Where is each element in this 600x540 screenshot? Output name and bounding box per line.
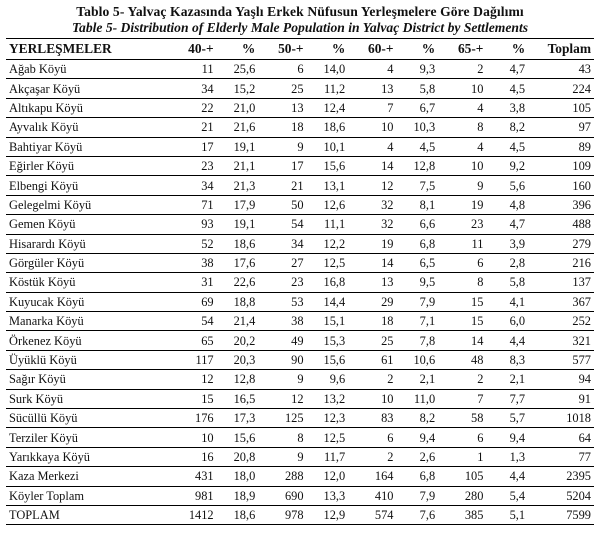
- value-cell: 34: [258, 234, 306, 253]
- value-cell: 8: [438, 273, 486, 292]
- value-cell: 11,0: [396, 389, 438, 408]
- table-title-turkish: Tablo 5- Yalvaç Kazasında Yaşlı Erkek Nüfusun Yerleşmelere Göre Dağılımı: [76, 4, 524, 19]
- settlement-name-cell: Elbengi Köyü: [6, 176, 168, 195]
- table-row: [6, 234, 594, 253]
- value-cell: 176: [168, 409, 216, 428]
- value-cell: 4,4: [486, 331, 528, 350]
- value-cell: 15: [438, 292, 486, 311]
- value-cell: 216: [528, 253, 594, 272]
- value-cell: 7,8: [396, 331, 438, 350]
- value-cell: 224: [528, 79, 594, 98]
- value-cell: 9: [258, 447, 306, 466]
- value-cell: 32: [348, 195, 396, 214]
- table-row: [6, 156, 594, 175]
- value-cell: 13: [348, 273, 396, 292]
- value-cell: 117: [168, 350, 216, 369]
- value-cell: 7: [348, 98, 396, 117]
- value-cell: 2,1: [396, 370, 438, 389]
- value-cell: 15,6: [217, 428, 259, 447]
- value-cell: 160: [528, 176, 594, 195]
- value-cell: 61: [348, 350, 396, 369]
- value-cell: 2: [438, 60, 486, 79]
- value-cell: 279: [528, 234, 594, 253]
- value-cell: 10,3: [396, 118, 438, 137]
- value-cell: 34: [168, 176, 216, 195]
- value-cell: 4: [438, 137, 486, 156]
- value-cell: 4,7: [486, 60, 528, 79]
- value-cell: 22: [168, 98, 216, 117]
- value-cell: 321: [528, 331, 594, 350]
- value-cell: 16: [168, 447, 216, 466]
- value-cell: 29: [348, 292, 396, 311]
- value-cell: 19,1: [217, 215, 259, 234]
- value-cell: 2: [348, 370, 396, 389]
- value-cell: 38: [258, 312, 306, 331]
- value-cell: 10: [438, 79, 486, 98]
- settlement-name-cell: Kuyucak Köyü: [6, 292, 168, 311]
- value-cell: 20,3: [217, 350, 259, 369]
- table-header-row: [6, 39, 594, 60]
- value-cell: 13,3: [307, 486, 349, 505]
- value-cell: 14,4: [307, 292, 349, 311]
- value-cell: 53: [258, 292, 306, 311]
- value-cell: 54: [168, 312, 216, 331]
- value-cell: 19: [348, 234, 396, 253]
- settlement-name-cell: Köstük Köyü: [6, 273, 168, 292]
- table-row: [6, 273, 594, 292]
- value-cell: 50: [258, 195, 306, 214]
- value-cell: 574: [348, 505, 396, 524]
- value-cell: 17,3: [217, 409, 259, 428]
- value-cell: 978: [258, 505, 306, 524]
- settlement-name-cell: Terziler Köyü: [6, 428, 168, 447]
- value-cell: 43: [528, 60, 594, 79]
- value-cell: 125: [258, 409, 306, 428]
- value-cell: 10,6: [396, 350, 438, 369]
- value-cell: 7,9: [396, 292, 438, 311]
- value-cell: 19,1: [217, 137, 259, 156]
- value-cell: 65: [168, 331, 216, 350]
- settlement-name-cell: Manarka Köyü: [6, 312, 168, 331]
- settlement-name-cell: Gemen Köyü: [6, 215, 168, 234]
- table-row: [6, 253, 594, 272]
- settlement-table: [6, 38, 594, 525]
- value-cell: 12,9: [307, 505, 349, 524]
- settlement-name-cell: Altıkapu Köyü: [6, 98, 168, 117]
- settlement-name-cell: Akçaşar Köyü: [6, 79, 168, 98]
- value-cell: 69: [168, 292, 216, 311]
- table-body: [6, 60, 594, 525]
- value-cell: 4,5: [396, 137, 438, 156]
- settlement-name-cell: Kaza Merkezi: [6, 467, 168, 486]
- value-cell: 25: [258, 79, 306, 98]
- value-cell: 105: [438, 467, 486, 486]
- value-cell: 71: [168, 195, 216, 214]
- value-cell: 17,9: [217, 195, 259, 214]
- value-cell: 13: [258, 98, 306, 117]
- value-cell: 12,5: [307, 253, 349, 272]
- value-cell: 2: [348, 447, 396, 466]
- value-cell: 6,8: [396, 467, 438, 486]
- value-cell: 20,8: [217, 447, 259, 466]
- column-header-total: Toplam: [528, 39, 594, 60]
- value-cell: 105: [528, 98, 594, 117]
- value-cell: 5,7: [486, 409, 528, 428]
- settlement-name-cell: Bahtiyar Köyü: [6, 137, 168, 156]
- value-cell: 2,8: [486, 253, 528, 272]
- value-cell: 25,6: [217, 60, 259, 79]
- column-header-40-percent: %: [217, 39, 259, 60]
- value-cell: 3,9: [486, 234, 528, 253]
- column-header-60-plus: 60-+: [348, 39, 396, 60]
- value-cell: 10: [348, 118, 396, 137]
- value-cell: 12,8: [396, 156, 438, 175]
- value-cell: 18,6: [217, 234, 259, 253]
- table-row: [6, 389, 594, 408]
- value-cell: 9,5: [396, 273, 438, 292]
- value-cell: 21: [258, 176, 306, 195]
- value-cell: 5,8: [396, 79, 438, 98]
- value-cell: 8: [258, 428, 306, 447]
- value-cell: 6,7: [396, 98, 438, 117]
- column-header-40-plus: 40-+: [168, 39, 216, 60]
- value-cell: 981: [168, 486, 216, 505]
- value-cell: 15,6: [307, 350, 349, 369]
- value-cell: 18,6: [307, 118, 349, 137]
- settlement-name-cell: Ayvalık Köyü: [6, 118, 168, 137]
- value-cell: 34: [168, 79, 216, 98]
- value-cell: 12,6: [307, 195, 349, 214]
- value-cell: 15,3: [307, 331, 349, 350]
- value-cell: 11,7: [307, 447, 349, 466]
- value-cell: 23: [438, 215, 486, 234]
- value-cell: 5204: [528, 486, 594, 505]
- value-cell: 31: [168, 273, 216, 292]
- value-cell: 23: [258, 273, 306, 292]
- value-cell: 54: [258, 215, 306, 234]
- table-row: [6, 447, 594, 466]
- table-row: [6, 505, 594, 524]
- settlement-name-cell: TOPLAM: [6, 505, 168, 524]
- value-cell: 8,2: [396, 409, 438, 428]
- value-cell: 7,6: [396, 505, 438, 524]
- value-cell: 4,5: [486, 79, 528, 98]
- value-cell: 20,2: [217, 331, 259, 350]
- table-row: [6, 312, 594, 331]
- value-cell: 4,5: [486, 137, 528, 156]
- value-cell: 6,6: [396, 215, 438, 234]
- settlement-name-cell: Köyler Toplam: [6, 486, 168, 505]
- value-cell: 9,6: [307, 370, 349, 389]
- value-cell: 396: [528, 195, 594, 214]
- value-cell: 90: [258, 350, 306, 369]
- table-row: [6, 467, 594, 486]
- value-cell: 9,2: [486, 156, 528, 175]
- column-header-50-percent: %: [307, 39, 349, 60]
- value-cell: 4,8: [486, 195, 528, 214]
- value-cell: 94: [528, 370, 594, 389]
- value-cell: 6,8: [396, 234, 438, 253]
- settlement-name-cell: Eğirler Köyü: [6, 156, 168, 175]
- value-cell: 4: [348, 137, 396, 156]
- value-cell: 2395: [528, 467, 594, 486]
- value-cell: 12,2: [307, 234, 349, 253]
- value-cell: 21,3: [217, 176, 259, 195]
- value-cell: 2,1: [486, 370, 528, 389]
- table-title-english: Table 5- Distribution of Elderly Male Population in Yalvaç District by Settlements: [71, 20, 529, 35]
- value-cell: 8: [438, 118, 486, 137]
- value-cell: 3,8: [486, 98, 528, 117]
- value-cell: 431: [168, 467, 216, 486]
- value-cell: 288: [258, 467, 306, 486]
- value-cell: 10: [438, 156, 486, 175]
- value-cell: 83: [348, 409, 396, 428]
- value-cell: 14: [348, 156, 396, 175]
- value-cell: 12,5: [307, 428, 349, 447]
- settlement-name-cell: Ağab Köyü: [6, 60, 168, 79]
- value-cell: 15,2: [217, 79, 259, 98]
- value-cell: 15: [168, 389, 216, 408]
- value-cell: 8,2: [486, 118, 528, 137]
- value-cell: 7: [438, 389, 486, 408]
- value-cell: 2: [438, 370, 486, 389]
- value-cell: 385: [438, 505, 486, 524]
- table-row: [6, 215, 594, 234]
- value-cell: 9,3: [396, 60, 438, 79]
- value-cell: 21,6: [217, 118, 259, 137]
- value-cell: 48: [438, 350, 486, 369]
- value-cell: 137: [528, 273, 594, 292]
- value-cell: 7,5: [396, 176, 438, 195]
- value-cell: 7599: [528, 505, 594, 524]
- value-cell: 410: [348, 486, 396, 505]
- value-cell: 58: [438, 409, 486, 428]
- value-cell: 577: [528, 350, 594, 369]
- table-row: [6, 331, 594, 350]
- value-cell: 18,8: [217, 292, 259, 311]
- value-cell: 14,0: [307, 60, 349, 79]
- value-cell: 1412: [168, 505, 216, 524]
- value-cell: 12,4: [307, 98, 349, 117]
- value-cell: 64: [528, 428, 594, 447]
- value-cell: 4,1: [486, 292, 528, 311]
- value-cell: 15: [438, 312, 486, 331]
- value-cell: 23: [168, 156, 216, 175]
- value-cell: 488: [528, 215, 594, 234]
- value-cell: 17: [258, 156, 306, 175]
- value-cell: 11,2: [307, 79, 349, 98]
- value-cell: 8,3: [486, 350, 528, 369]
- value-cell: 1018: [528, 409, 594, 428]
- value-cell: 1: [438, 447, 486, 466]
- value-cell: 10: [168, 428, 216, 447]
- table-row: [6, 60, 594, 79]
- value-cell: 17: [168, 137, 216, 156]
- value-cell: 280: [438, 486, 486, 505]
- column-header-60-percent: %: [396, 39, 438, 60]
- value-cell: 4: [438, 98, 486, 117]
- table-row: [6, 98, 594, 117]
- value-cell: 5,8: [486, 273, 528, 292]
- value-cell: 7,7: [486, 389, 528, 408]
- settlement-name-cell: Hisarardı Köyü: [6, 234, 168, 253]
- value-cell: 252: [528, 312, 594, 331]
- value-cell: 690: [258, 486, 306, 505]
- value-cell: 4: [348, 60, 396, 79]
- value-cell: 17,6: [217, 253, 259, 272]
- value-cell: 11: [438, 234, 486, 253]
- value-cell: 12,3: [307, 409, 349, 428]
- table-row: [6, 409, 594, 428]
- value-cell: 21,1: [217, 156, 259, 175]
- value-cell: 6: [438, 428, 486, 447]
- value-cell: 11: [168, 60, 216, 79]
- value-cell: 164: [348, 467, 396, 486]
- value-cell: 9: [258, 370, 306, 389]
- value-cell: 89: [528, 137, 594, 156]
- value-cell: 38: [168, 253, 216, 272]
- value-cell: 6,5: [396, 253, 438, 272]
- settlement-name-cell: Gelegelmi Köyü: [6, 195, 168, 214]
- value-cell: 14: [438, 331, 486, 350]
- value-cell: 5,1: [486, 505, 528, 524]
- table-row: [6, 428, 594, 447]
- value-cell: 77: [528, 447, 594, 466]
- column-header-50-plus: 50-+: [258, 39, 306, 60]
- value-cell: 13,2: [307, 389, 349, 408]
- value-cell: 97: [528, 118, 594, 137]
- settlement-name-cell: Üyüklü Köyü: [6, 350, 168, 369]
- column-header-65-plus: 65-+: [438, 39, 486, 60]
- value-cell: 16,5: [217, 389, 259, 408]
- table-row: [6, 486, 594, 505]
- value-cell: 12,0: [307, 467, 349, 486]
- value-cell: 15,6: [307, 156, 349, 175]
- table-row: [6, 350, 594, 369]
- value-cell: 6,0: [486, 312, 528, 331]
- value-cell: 12,8: [217, 370, 259, 389]
- value-cell: 25: [348, 331, 396, 350]
- value-cell: 18,9: [217, 486, 259, 505]
- value-cell: 91: [528, 389, 594, 408]
- value-cell: 14: [348, 253, 396, 272]
- value-cell: 6: [348, 428, 396, 447]
- value-cell: 18,6: [217, 505, 259, 524]
- settlement-name-cell: Surk Köyü: [6, 389, 168, 408]
- value-cell: 6: [258, 60, 306, 79]
- value-cell: 21,0: [217, 98, 259, 117]
- value-cell: 5,4: [486, 486, 528, 505]
- value-cell: 21: [168, 118, 216, 137]
- value-cell: 1,3: [486, 447, 528, 466]
- value-cell: 18,0: [217, 467, 259, 486]
- value-cell: 15,1: [307, 312, 349, 331]
- value-cell: 9: [258, 137, 306, 156]
- value-cell: 21,4: [217, 312, 259, 331]
- value-cell: 27: [258, 253, 306, 272]
- value-cell: 12: [168, 370, 216, 389]
- value-cell: 9,4: [486, 428, 528, 447]
- value-cell: 12: [348, 176, 396, 195]
- value-cell: 6: [438, 253, 486, 272]
- value-cell: 93: [168, 215, 216, 234]
- value-cell: 2,6: [396, 447, 438, 466]
- table-row: [6, 370, 594, 389]
- table-row: [6, 195, 594, 214]
- value-cell: 49: [258, 331, 306, 350]
- value-cell: 4,7: [486, 215, 528, 234]
- value-cell: 19: [438, 195, 486, 214]
- value-cell: 12: [258, 389, 306, 408]
- table-row: [6, 292, 594, 311]
- settlement-name-cell: Yarıkkaya Köyü: [6, 447, 168, 466]
- column-header-65-percent: %: [486, 39, 528, 60]
- settlement-name-cell: Sağır Köyü: [6, 370, 168, 389]
- value-cell: 10: [348, 389, 396, 408]
- value-cell: 32: [348, 215, 396, 234]
- value-cell: 52: [168, 234, 216, 253]
- value-cell: 109: [528, 156, 594, 175]
- settlement-name-cell: Sücüllü Köyü: [6, 409, 168, 428]
- value-cell: 8,1: [396, 195, 438, 214]
- settlement-name-cell: Görgüler Köyü: [6, 253, 168, 272]
- table-row: [6, 79, 594, 98]
- value-cell: 5,6: [486, 176, 528, 195]
- value-cell: 9,4: [396, 428, 438, 447]
- value-cell: 18: [258, 118, 306, 137]
- value-cell: 16,8: [307, 273, 349, 292]
- value-cell: 7,1: [396, 312, 438, 331]
- value-cell: 18: [348, 312, 396, 331]
- value-cell: 4,4: [486, 467, 528, 486]
- value-cell: 367: [528, 292, 594, 311]
- value-cell: 7,9: [396, 486, 438, 505]
- table-row: [6, 137, 594, 156]
- value-cell: 10,1: [307, 137, 349, 156]
- settlement-name-cell: Örkenez Köyü: [6, 331, 168, 350]
- value-cell: 13,1: [307, 176, 349, 195]
- value-cell: 13: [348, 79, 396, 98]
- column-header-settlements: YERLEŞMELER: [6, 39, 168, 60]
- value-cell: 22,6: [217, 273, 259, 292]
- table-row: [6, 176, 594, 195]
- document: [6, 4, 594, 525]
- value-cell: 11,1: [307, 215, 349, 234]
- value-cell: 9: [438, 176, 486, 195]
- table-row: [6, 118, 594, 137]
